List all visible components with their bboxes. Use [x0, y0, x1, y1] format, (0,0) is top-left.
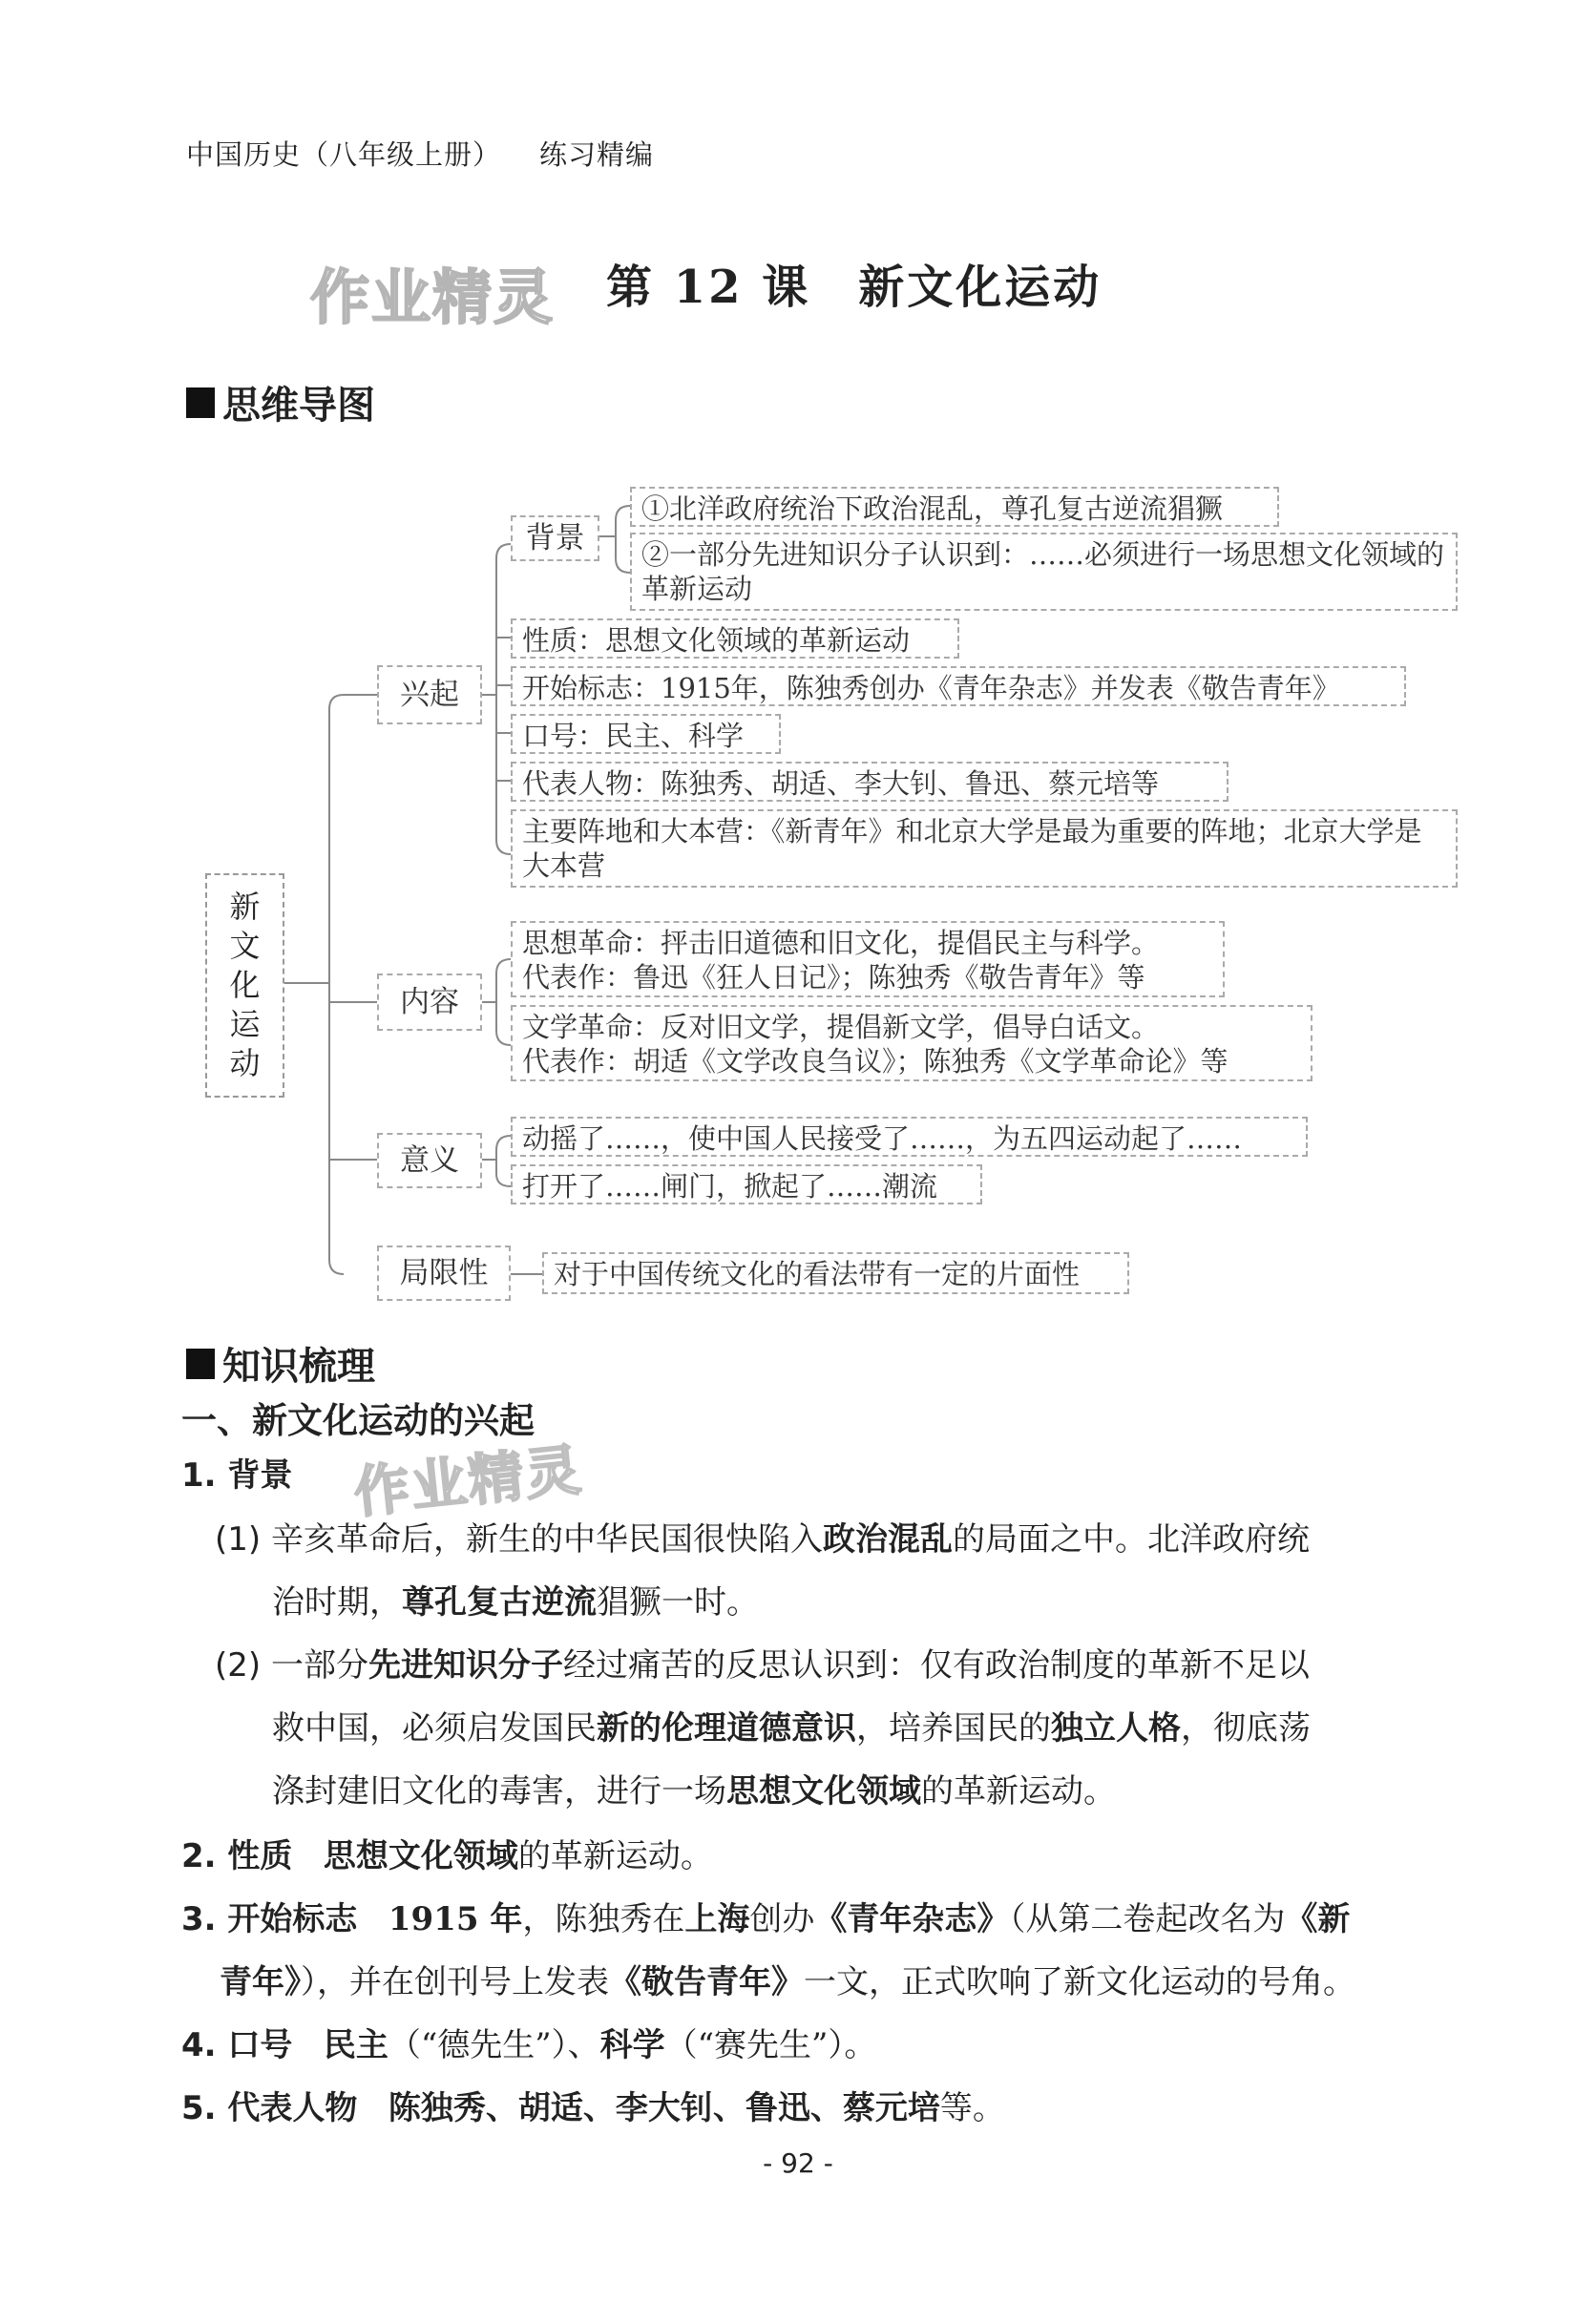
series-title: 练习精编 [539, 138, 655, 171]
background-item: ①北洋政府统治下政治混乱，尊孔复古逆流猖獗 [630, 487, 1279, 527]
lesson-number: 第 12 课 [606, 261, 811, 314]
point-slogan: 4. 口号 民主（“德先生”）、科学（“赛先生”）。 [181, 2026, 877, 2064]
rise-item-nature: 性质：思想文化领域的革新运动 [511, 618, 959, 659]
paragraph-background-2: (2) 一部分先进知识分子经过痛苦的反思认识到：仅有政治制度的革新不足以 救中国，必须启发国民新的伦理道德意识，培养国民的独立人格，彻底荡 涤封建旧文化的毒害，进行一场思想文化领域的革新运动。 [215, 1646, 1311, 1811]
content-item-literature: 文学革命：反对旧文学，提倡新文学，倡导白话文。 代表作：胡适《文学改良刍议》；陈独秀《文学革命论》等 [511, 1005, 1312, 1081]
meaning-item: 打开了……闸门，掀起了……潮流 [511, 1164, 982, 1204]
lesson-name: 新文化运动 [858, 261, 1102, 314]
limit-item: 对于中国传统文化的看法带有一定的片面性 [542, 1252, 1129, 1294]
category-limit: 局限性 [377, 1246, 511, 1301]
point-nature: 2. 性质 思想文化领域的革新运动。 [181, 1837, 713, 1875]
background-item: ②一部分先进知识分子认识到：……必须进行一场思想文化领域的革新运动 [630, 533, 1458, 611]
point-background-title: 1. 背景 [181, 1456, 293, 1495]
watermark-logo-2: 作业精灵 [350, 1436, 586, 1526]
section-mindmap-heading: 思维导图 [186, 375, 375, 429]
category-meaning: 意义 [377, 1133, 482, 1188]
section-knowledge-heading: 知识梳理 [186, 1336, 375, 1391]
point-people: 5. 代表人物 陈独秀、胡适、李大钊、鲁迅、蔡元培等。 [181, 2089, 1005, 2127]
category-content: 内容 [377, 974, 482, 1031]
rise-item-people: 代表人物：陈独秀、胡适、李大钊、鲁迅、蔡元培等 [511, 762, 1228, 802]
mindmap-root: 新 文 化 运 动 [205, 873, 284, 1098]
paragraph-background-1: (1) 辛亥革命后，新生的中华民国很快陷入政治混乱的局面之中。北洋政府统 治时期，尊孔复古逆流猖獗一时。 [215, 1520, 1310, 1622]
watermark-logo: 作业精灵 [310, 262, 556, 332]
meaning-item: 动摇了……，使中国人民接受了……，为五四运动起了…… [511, 1117, 1308, 1157]
rise-item-start: 开始标志：1915年，陈独秀创办《青年杂志》并发表《敬告青年》 [511, 666, 1406, 706]
subheading-rise: 一、新文化运动的兴起 [181, 1399, 535, 1441]
page-number: - 92 - [763, 2147, 833, 2179]
point-start: 3. 开始标志 1915 年，陈独秀在上海创办《青年杂志》（从第二卷起改名为《新 青年》），并在创刊号上发表《敬告青年》一文，正式吹响了新文化运动的号角。 [181, 1900, 1355, 2001]
rise-item-slogan: 口号：民主、科学 [511, 714, 781, 754]
square-bullet-icon [186, 1349, 215, 1379]
rise-item-base: 主要阵地和大本营：《新青年》和北京大学是最为重要的阵地；北京大学是大本营 [511, 809, 1458, 888]
content-item-thought: 思想革命：抨击旧道德和旧文化，提倡民主与科学。 代表作：鲁迅《狂人日记》；陈独秀《敬告青年》等 [511, 921, 1225, 997]
category-rise: 兴起 [377, 665, 482, 724]
category-background: 背景 [511, 515, 599, 561]
book-title: 中国历史（八年级上册） [186, 138, 502, 171]
